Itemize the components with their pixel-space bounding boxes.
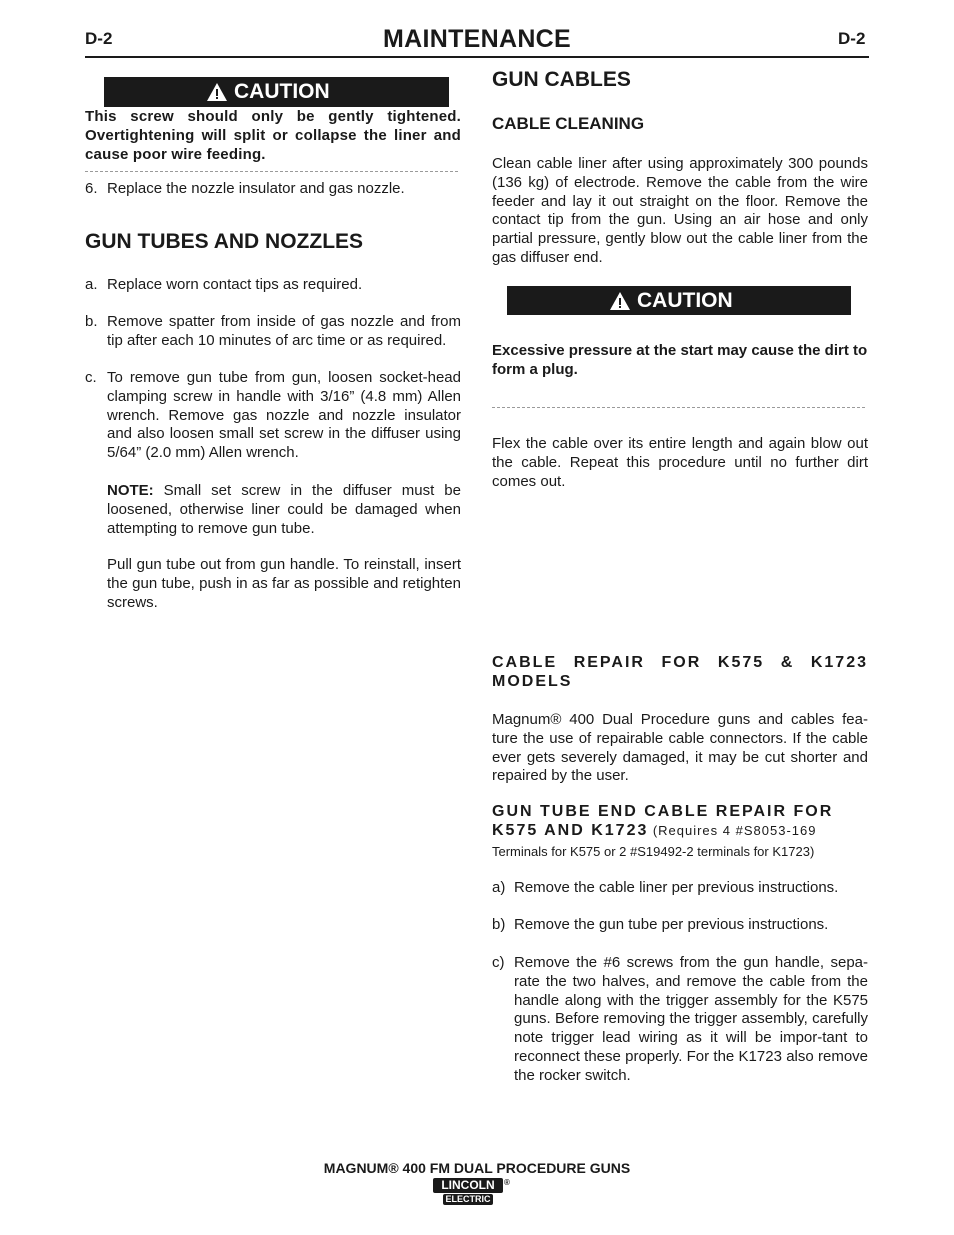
list-item <box>492 879 868 898</box>
note-label: NOTE: <box>107 482 154 499</box>
subsection-title: CABLE REPAIR FOR K575 & K1723 MODELS <box>492 654 868 690</box>
section-title: GUN TUBES AND NOZZLES <box>85 230 364 253</box>
header-rule <box>85 56 869 58</box>
note-text: Small set screw in the diffuser must be loosened, otherwise liner could be damaged when attempting to remove gun tube. <box>107 482 461 537</box>
list-text: Replace the nozzle insulator and gas nozzle. <box>107 180 405 197</box>
list-text: Remove the gun tube per previous instructions. <box>514 916 829 933</box>
requirement-note: Terminals for K575 or 2 #S19492-2 terminals for K1723) <box>492 844 815 859</box>
note-paragraph <box>107 482 461 538</box>
section-title: GUN CABLES <box>492 68 631 91</box>
page-title: MAINTENANCE <box>382 25 572 53</box>
list-text: To remove gun tube from gun, loosen socket-head clamping screw in handle with 3/16” (4.8 mm) Allen wrench. Remove gas nozzle and nozzle insulator and also loosen small set screw in the diffuser using 5/64” (2.0 mm) Allen wrench. <box>107 369 461 462</box>
logo-top: LINCOLN <box>433 1178 503 1193</box>
list-marker: 6. <box>85 180 98 197</box>
logo-bottom: ELECTRIC <box>443 1194 493 1205</box>
lincoln-electric-logo <box>433 1178 511 1206</box>
subsection-title: GUN TUBE END CABLE REPAIR FOR K575 AND K1723 <box>492 803 834 839</box>
cleaning-paragraph: Clean cable liner after using approximately 300 pounds (136 kg) of electrode. Remove the cable from the wire feeder and lay it out straight on the floor. Remove the contact tip from the gun. Using an air hose and only partial pressure, gently blow out the cable liner from the gas diffuser end. <box>492 155 868 266</box>
list-marker: c. <box>85 369 97 386</box>
list-item <box>492 954 868 1086</box>
divider <box>85 171 458 172</box>
warning-icon <box>609 291 631 311</box>
subsection-title-block <box>492 802 868 840</box>
caution-text: Excessive pressure at the start may cause the dirt to form a plug. <box>492 342 868 378</box>
caution-label: CAUTION <box>637 288 733 312</box>
footer-product: MAGNUM® 400 FM DUAL PROCEDURE GUNS <box>323 1160 631 1176</box>
caution-banner <box>507 286 851 315</box>
list-text: Remove the cable liner per previous instructions. <box>514 879 839 896</box>
caution-label: CAUTION <box>234 80 330 103</box>
list-text: Remove spatter from inside of gas nozzle and from tip after each 10 minutes of arc time or as required. <box>107 313 461 349</box>
requirement-note: (Requires 4 #S8053-169 <box>652 823 817 838</box>
page-code-right: D-2 <box>838 29 866 48</box>
caution-text: This screw should only be gently tightened. Overtightening will split or collapse the liner and cause poor wire feeding. <box>85 108 461 163</box>
list-item <box>492 916 868 935</box>
list-text: Remove the #6 screws from the gun handle, sepa-rate the two halves, and remove the cable from the handle along with the trigger assembly for the K575 guns. Before removing the trigger assembly, carefully note trigger lead wiring as it will be impor-tant to reconnect these properly. For the K1723 also remove the rocker switch. <box>514 954 868 1084</box>
page-code-left: D-2 <box>85 29 113 48</box>
caution-banner <box>104 77 449 107</box>
divider <box>492 407 865 408</box>
list-marker: b. <box>85 313 98 330</box>
reinstall-paragraph: Pull gun tube out from gun handle. To reinstall, insert the gun tube, push in as far as possible and retighten screws. <box>107 556 461 611</box>
list-item <box>85 180 461 199</box>
list-marker: c) <box>492 954 505 971</box>
logo-registered: ® <box>504 1178 510 1187</box>
list-item <box>85 276 461 295</box>
repair-paragraph: Magnum® 400 Dual Procedure guns and cables fea-ture the use of repairable cable connectors. If the cable ever gets severely damaged, it may be cut shorter and repaired by the user. <box>492 711 868 785</box>
list-item <box>85 369 461 463</box>
list-marker: a) <box>492 879 506 896</box>
flex-paragraph: Flex the cable over its entire length and again blow out the cable. Repeat this procedure until no further dirt comes out. <box>492 435 868 490</box>
warning-icon <box>206 82 228 102</box>
subsection-title: CABLE CLEANING <box>492 114 645 133</box>
list-item <box>85 313 461 351</box>
list-marker: a. <box>85 276 98 293</box>
list-marker: b) <box>492 916 506 933</box>
list-text: Replace worn contact tips as required. <box>107 276 363 293</box>
